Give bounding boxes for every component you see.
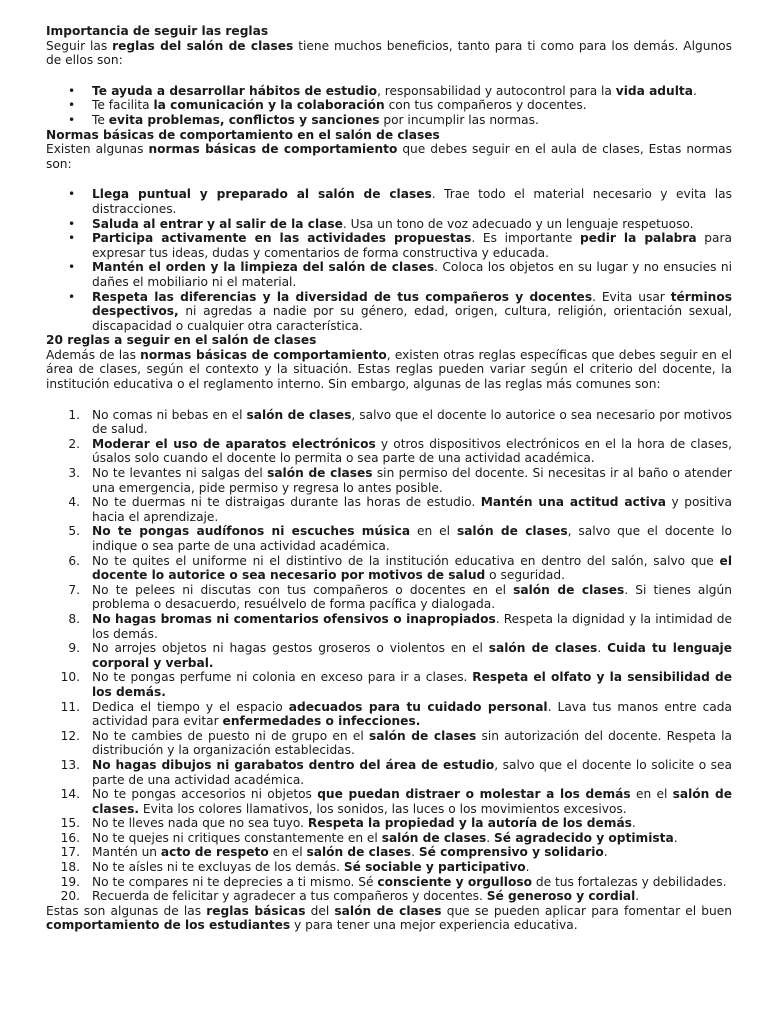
bold-text: salón de clases. <box>92 787 732 816</box>
bold-text: Te ayuda a desarrollar hábitos de estudio <box>92 83 378 98</box>
rule-item <box>46 860 732 875</box>
bold-text: enfermedades o infecciones. <box>222 714 421 729</box>
rule-number: 10. <box>60 670 80 685</box>
rules-numbered-list <box>46 408 732 904</box>
bold-text: Mantén una actitud activa <box>480 495 667 510</box>
bold-text: normas básicas de comportamiento <box>140 347 387 362</box>
item-text <box>92 290 732 333</box>
text: . Si tienes algún problema o desacuerdo, resuélvelo de forma pacífica y dialogada. <box>92 582 732 612</box>
text: . Evita usar <box>592 289 671 304</box>
item-text <box>92 758 732 787</box>
bold-text: la comunicación y la colaboración <box>153 98 385 113</box>
item-text <box>92 187 732 216</box>
rule-item <box>46 670 732 699</box>
section2-intro <box>46 142 732 171</box>
rule-number: 1. <box>68 407 80 422</box>
text: Te facilita <box>92 98 154 113</box>
rule-item <box>46 612 732 641</box>
item-text <box>92 700 732 729</box>
item-text <box>92 889 639 903</box>
text: Dedica el tiempo y el espacio <box>92 699 289 714</box>
item-text <box>92 98 587 112</box>
bullet-marker: • <box>68 231 76 246</box>
text: , salvo que el docente lo autorice o sea necesario por motivos de salud. <box>92 407 733 437</box>
text: . <box>603 845 608 860</box>
bold-text: Llega puntual y preparado al salón de clases <box>92 187 432 202</box>
text: Seguir las <box>46 38 113 53</box>
spacer <box>46 171 732 187</box>
bold-text: Saluda al entrar y al salir de la clase <box>92 216 343 231</box>
text: de tus fortalezas y debilidades. <box>531 874 727 889</box>
text: del <box>305 903 335 918</box>
text: Evita los colores llamativos, los sonidos, las luces o los movimientos excesivos. <box>139 801 627 816</box>
bullet-item <box>46 260 732 289</box>
spacer <box>46 392 732 408</box>
text: . Respeta la dignidad y la intimidad de los demás. <box>92 611 732 641</box>
rule-number: 3. <box>68 466 80 481</box>
section1-heading: Importancia de seguir las reglas <box>46 24 269 38</box>
item-text <box>92 831 678 845</box>
bold-text: Participa activamente en las actividades propuestas <box>92 231 472 246</box>
section2-heading: Normas básicas de comportamiento en el salón de clases <box>46 127 440 142</box>
bullet-item <box>46 187 732 216</box>
rule-item <box>46 787 732 816</box>
text: Estas son algunas de las <box>46 903 207 918</box>
bullet-marker: • <box>68 98 76 113</box>
text: sin autorización del docente. Respeta la distribución y la organización establecidas. <box>92 728 732 758</box>
item-text <box>92 875 727 889</box>
text: No te pongas accesorios ni objetos <box>92 787 318 802</box>
bold-text: Sé agradecido y optimista <box>494 830 674 845</box>
text: No te pongas perfume ni colonia en exceso para ir a clases. <box>92 670 473 685</box>
bold-text: Respeta las diferencias y la diversidad de tus compañeros y docentes <box>92 289 593 304</box>
text: No te quejes ni critiques constantemente en el <box>92 830 382 845</box>
item-text <box>92 860 530 874</box>
bold-text: pedir la palabra <box>579 231 697 246</box>
text: No te quites el uniforme ni el distintivo de la institución educativa en dentro del salón, salvo que <box>92 553 720 568</box>
bold-text: No te pongas audífonos ni escuches música <box>92 524 411 539</box>
bullet-item <box>46 290 732 334</box>
bullet-item <box>46 98 732 113</box>
bold-text: Moderar el uso de aparatos electrónicos <box>92 436 376 451</box>
text: . <box>597 641 608 656</box>
rule-number: 5. <box>68 524 80 539</box>
text: No comas ni bebas en el <box>92 407 247 422</box>
text: . Coloca los objetos en su lugar y no ensucies ni dañes el mobiliario ni el material. <box>92 260 732 289</box>
text: . Usa un tono de voz adecuado y un lenguaje respetuoso. <box>342 216 694 231</box>
bold-text: salón de clases <box>488 641 598 656</box>
bold-text: Respeta la propiedad y la autoría de los demás <box>307 816 632 831</box>
item-text <box>92 583 732 612</box>
item-text <box>92 524 732 553</box>
rule-item <box>46 845 732 860</box>
rule-item <box>46 583 732 612</box>
rule-number: 18. <box>60 860 80 875</box>
bold-text: consciente y orgulloso <box>377 874 532 889</box>
rule-item <box>46 729 732 758</box>
rule-item <box>46 875 732 890</box>
bold-text: Sé sociable y participativo <box>343 860 526 875</box>
item-text <box>92 495 732 524</box>
text: y para tener una mejor experiencia educativa. <box>290 918 578 933</box>
rule-number: 12. <box>60 728 80 743</box>
bullet-item <box>46 231 732 260</box>
item-text <box>92 554 732 583</box>
text: Mantén un <box>92 845 161 860</box>
section2-bullet-list <box>46 187 732 333</box>
rule-item <box>46 524 732 553</box>
text: . Trae todo el material necesario y evita las distracciones. <box>92 187 732 216</box>
item-text <box>92 641 732 670</box>
text: . <box>525 860 530 875</box>
text: . <box>692 83 697 98</box>
rule-number: 20. <box>60 889 80 904</box>
text: , salvo que el docente lo solicite o sea parte de una actividad académica. <box>92 757 732 787</box>
text: Además de las <box>46 347 141 362</box>
text: en el <box>410 524 457 539</box>
text: y otros dispositivos electrónicos en el la hora de clases, úsalos solo cuando el docente lo permita o sea parte de una actividad académica. <box>92 436 733 466</box>
bullet-marker: • <box>68 187 76 202</box>
closing-paragraph <box>46 904 732 933</box>
rule-number: 8. <box>68 611 80 626</box>
bullet-marker: • <box>68 216 76 231</box>
rule-item <box>46 700 732 729</box>
text: No te pelees ni discutas con tus compañeros o docentes en el <box>92 582 514 597</box>
text: . <box>486 830 495 845</box>
text: y positiva hacia el aprendizaje. <box>92 495 732 524</box>
bold-text: salón de clases <box>381 830 487 845</box>
text: No te duermas ni te distraigas durante las horas de estudio. <box>92 495 481 510</box>
rule-item <box>46 554 732 583</box>
text: que debes seguir en el aula de clases, Estas normas son: <box>46 142 732 171</box>
text: No te aísles ni te excluyas de los demás. <box>92 860 344 875</box>
bold-text: Sé generoso y cordial <box>486 889 636 904</box>
text: por incumplir las normas. <box>379 112 539 127</box>
bold-text: salón de clases <box>306 845 412 860</box>
text: , existen otras reglas específicas que debes seguir en el área de clases, según el contexto y la situación. Estas reglas pueden variar según el criterio del docente, la institución educativa o el reglamento interno. Sin embargo, algunas de las reglas más comunes son: <box>46 347 733 392</box>
rule-number: 13. <box>60 757 80 772</box>
text: No te levantes ni salgas del <box>92 466 268 481</box>
bold-text: Mantén el orden y la limpieza del salón de clases <box>92 260 435 275</box>
rule-item <box>46 437 732 466</box>
bullet-marker: • <box>68 112 76 127</box>
rule-number: 11. <box>60 699 80 714</box>
rule-number: 16. <box>60 830 80 845</box>
text: . <box>673 830 678 845</box>
text: en el <box>268 845 307 860</box>
item-text <box>92 612 732 641</box>
bullet-item <box>46 84 732 99</box>
rule-number: 17. <box>60 845 80 860</box>
text: No te cambies de puesto ni de grupo en el <box>92 728 369 743</box>
bold-text: evita problemas, conflictos y sanciones <box>108 112 380 127</box>
text: . Lava tus manos entre cada actividad para evitar <box>92 699 732 729</box>
bold-text: Respeta el olfato y la sensibilidad de los demás. <box>92 670 732 699</box>
bold-text: adecuados para tu cuidado personal <box>288 699 548 714</box>
rule-item <box>46 831 732 846</box>
section3-heading: 20 reglas a seguir en el salón de clases <box>46 333 317 348</box>
text: No te lleves nada que no sea tuyo. <box>92 816 308 831</box>
item-text <box>92 670 732 699</box>
document-page <box>46 24 732 933</box>
item-text <box>92 729 732 758</box>
bullet-item <box>46 113 732 128</box>
text: que se pueden aplicar para fomentar el buen <box>441 903 732 918</box>
text: ni agredas a nadie por su género, edad, origen, cultura, religión, orientación sexual, discapacidad o cualquier otra característica. <box>92 304 732 333</box>
bold-text: comportamiento de los estudiantes <box>46 918 291 933</box>
text: , salvo que el docente lo indique o sea parte de una actividad académica. <box>92 524 733 553</box>
bullet-item <box>46 217 732 232</box>
bold-text: salón de clases <box>456 524 568 539</box>
bold-text: vida adulta <box>615 83 693 98</box>
item-text <box>92 816 636 830</box>
bold-text: No hagas dibujos ni garabatos dentro del área de estudio <box>92 757 495 772</box>
bold-text: Cuida tu lenguaje corporal y verbal. <box>92 641 732 670</box>
bullet-marker: • <box>68 289 76 304</box>
rule-number: 9. <box>68 641 80 656</box>
text: . <box>635 889 640 904</box>
rule-number: 15. <box>60 816 80 831</box>
bold-text: Sé comprensivo y solidario <box>418 845 604 860</box>
text: Recuerda de felicitar y agradecer a tus compañeros y docentes. <box>92 889 487 904</box>
section3-intro <box>46 348 732 392</box>
text: . <box>631 816 636 831</box>
rule-number: 2. <box>68 436 80 451</box>
rule-number: 19. <box>60 874 80 889</box>
item-text <box>92 437 732 466</box>
item-text <box>92 84 697 98</box>
bold-text: No hagas bromas ni comentarios ofensivos o inapropiados <box>92 611 496 626</box>
text: tiene muchos beneficios, tanto para ti como para los demás. Algunos de ellos son: <box>46 38 732 68</box>
rule-number: 14. <box>60 787 80 802</box>
text: . <box>411 845 419 860</box>
bold-text: que puedan distraer o molestar a los demás <box>317 787 631 802</box>
text: Te <box>92 112 109 127</box>
rule-item <box>46 495 732 524</box>
rule-number: 4. <box>68 495 80 510</box>
rule-item <box>46 889 732 904</box>
text: . Es importante <box>471 231 580 246</box>
bold-text: normas básicas de comportamiento <box>148 142 398 157</box>
bold-text: el docente lo autorice o sea necesario por motivos de salud <box>92 553 732 583</box>
bold-text: salón de clases <box>246 407 352 422</box>
item-text <box>92 845 608 859</box>
item-text <box>92 466 732 495</box>
text: para expresar tus ideas, dudas y comentarios de forma constructiva y educada. <box>92 231 732 260</box>
item-text <box>92 260 732 289</box>
text: , responsabilidad y autocontrol para la <box>377 83 616 98</box>
rule-item <box>46 641 732 670</box>
bullet-marker: • <box>68 83 76 98</box>
rule-item <box>46 408 732 437</box>
item-text <box>92 231 732 260</box>
item-text <box>92 408 732 437</box>
item-text <box>92 113 539 127</box>
rule-item <box>46 816 732 831</box>
text: No arrojes objetos ni hagas gestos groseros o violentos en el <box>92 641 489 656</box>
item-text <box>92 787 732 816</box>
text: en el <box>630 787 673 802</box>
text: sin permiso del docente. Si necesitas ir al baño o atender una emergencia, pide permiso y regresa lo antes posible. <box>92 466 732 495</box>
rule-number: 7. <box>68 582 80 597</box>
text: con tus compañeros y docentes. <box>384 98 587 113</box>
bullet-marker: • <box>68 260 76 275</box>
bold-text: salón de clases <box>334 903 442 918</box>
bold-text: reglas básicas <box>206 903 306 918</box>
text: o seguridad. <box>485 568 565 583</box>
bold-text: salón de clases <box>513 582 625 597</box>
bold-text: salón de clases <box>368 728 477 743</box>
bold-text: salón de clases <box>267 466 373 481</box>
text: Existen algunas <box>46 142 149 157</box>
bold-text: acto de respeto <box>160 845 269 860</box>
bold-text: reglas del salón de clases <box>112 38 294 53</box>
section1-bullet-list <box>46 84 732 128</box>
text: No te compares ni te deprecies a ti mismo. Sé <box>92 874 378 889</box>
rule-item <box>46 758 732 787</box>
rule-number: 6. <box>68 553 80 568</box>
bold-text: términos despectivos, <box>92 289 732 319</box>
section1-intro <box>46 39 732 68</box>
spacer <box>46 68 732 84</box>
rule-item <box>46 466 732 495</box>
item-text <box>92 217 694 231</box>
